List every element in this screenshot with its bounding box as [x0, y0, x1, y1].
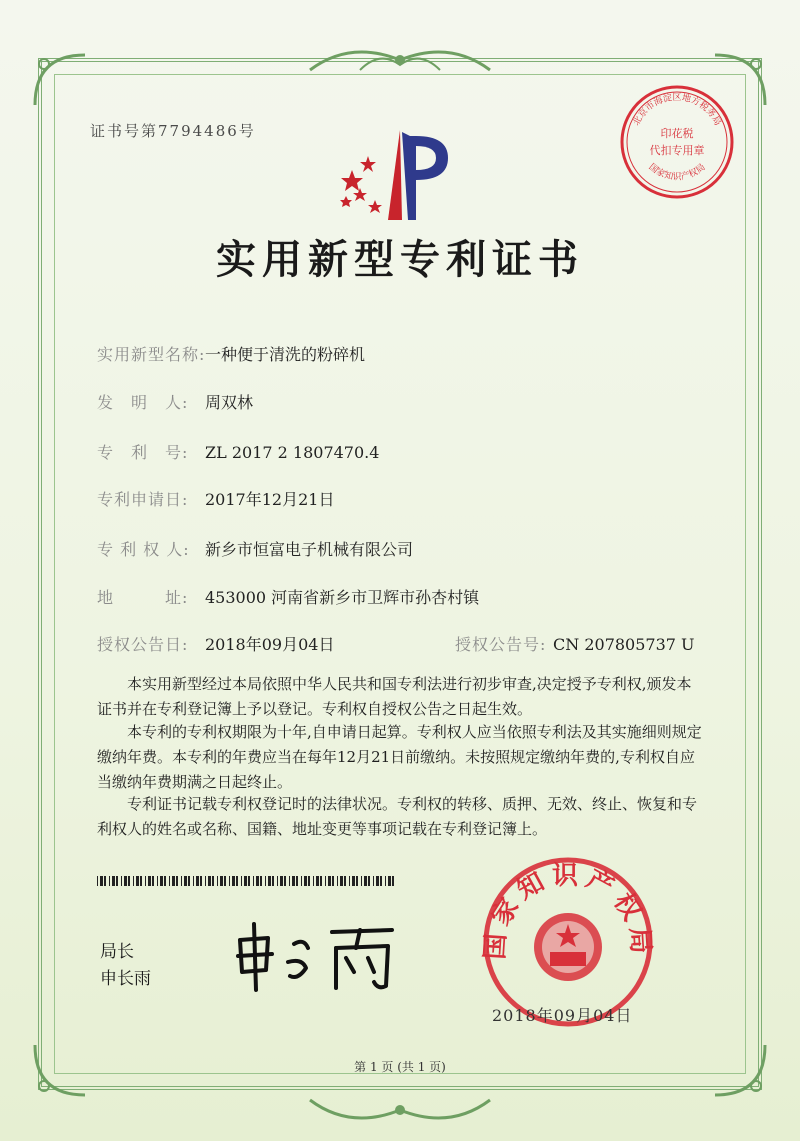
- barcode-bar: [373, 876, 374, 886]
- svg-text:国家知识产权局: 国家知识产权局: [646, 162, 708, 183]
- barcode-bar: [292, 876, 295, 886]
- field-label: 实用新型名称:: [97, 345, 206, 364]
- barcode-bar: [388, 876, 391, 886]
- barcode-bar: [376, 876, 379, 886]
- barcode-bar: [265, 876, 266, 886]
- field-grant-date: [97, 632, 334, 655]
- barcode-bar: [356, 876, 358, 886]
- barcode: [97, 876, 397, 886]
- field-label: 地 址:: [97, 588, 189, 607]
- paragraph-legal-status: 专利证书记载专利权登记时的法律状况。专利权的转移、质押、无效、终止、恢复和专利权人的姓名或名称、国籍、地址变更等事项记载在专利登记簿上。: [97, 795, 698, 838]
- barcode-bar: [248, 876, 250, 886]
- svg-text:印花税: 印花税: [660, 127, 694, 140]
- barcode-bar: [320, 876, 322, 886]
- barcode-bar: [205, 876, 206, 886]
- barcode-bar: [308, 876, 310, 886]
- barcode-bar: [181, 876, 182, 886]
- barcode-bar: [116, 876, 118, 886]
- director-title: 局长: [100, 942, 134, 962]
- barcode-bar: [104, 876, 106, 886]
- field-value: 新乡市恒富电子机械有限公司: [205, 540, 414, 559]
- barcode-bar: [224, 876, 226, 886]
- field-value: ZL 2017 2 1807470.4: [205, 443, 380, 462]
- barcode-bar: [277, 876, 278, 886]
- field-inventor: [97, 390, 253, 413]
- barcode-bar: [349, 876, 350, 886]
- tax-stamp: [617, 82, 737, 202]
- svg-text:国家知识产权局: 国家知识产权局: [480, 861, 656, 961]
- barcode-bar: [157, 876, 158, 886]
- svg-text:代扣专用章: 代扣专用章: [649, 144, 705, 157]
- field-label: 授权公告日:: [97, 635, 189, 654]
- top-ornament: [300, 40, 500, 80]
- barcode-bar: [217, 876, 218, 886]
- barcode-bar: [184, 876, 187, 886]
- cnipa-logo: [330, 128, 470, 228]
- barcode-bar: [385, 876, 386, 886]
- barcode-bar: [229, 876, 230, 886]
- barcode-bar: [272, 876, 274, 886]
- field-value: CN 207805737 U: [553, 635, 695, 654]
- barcode-bar: [313, 876, 314, 886]
- barcode-bar: [124, 876, 127, 886]
- barcode-bar: [200, 876, 202, 886]
- barcode-bar: [100, 876, 103, 886]
- svg-text:北京市海淀区地方税务局: 北京市海淀区地方税务局: [631, 93, 723, 128]
- corner-ornament-tl: [30, 50, 90, 110]
- field-value: 2018年09月04日: [205, 635, 335, 654]
- field-label: 发 明 人:: [97, 393, 189, 412]
- barcode-bar: [256, 876, 259, 886]
- barcode-bar: [352, 876, 355, 886]
- barcode-bar: [328, 876, 331, 886]
- barcode-bar: [145, 876, 146, 886]
- barcode-bar: [253, 876, 254, 886]
- barcode-bar: [188, 876, 190, 886]
- field-label: 专 利 权 人:: [97, 540, 190, 559]
- field-address: [97, 585, 479, 608]
- barcode-bar: [316, 876, 319, 886]
- barcode-bar: [176, 876, 178, 886]
- barcode-bar: [160, 876, 163, 886]
- barcode-bar: [340, 876, 343, 886]
- barcode-bar: [148, 876, 151, 886]
- barcode-bar: [128, 876, 130, 886]
- barcode-bar: [169, 876, 170, 886]
- field-value: 周双林: [205, 393, 254, 412]
- barcode-bar: [212, 876, 214, 886]
- barcode-bar: [304, 876, 307, 886]
- field-label: 专利申请日:: [97, 490, 189, 509]
- barcode-bar: [241, 876, 242, 886]
- barcode-bar: [193, 876, 194, 886]
- paragraph-grant: 本实用新型经过本局依照中华人民共和国专利法进行初步审查,决定授予专利权,颁发本证书并在专利登记簿上予以登记。专利权自授权公告之日起生效。: [97, 675, 692, 718]
- certificate-number: 证书号第7794486号: [90, 122, 256, 140]
- barcode-bar: [280, 876, 283, 886]
- barcode-bar: [220, 876, 223, 886]
- barcode-bar: [332, 876, 334, 886]
- field-value: 453000 河南省新乡市卫辉市孙杏村镇: [205, 588, 480, 607]
- director-name: 申长雨: [100, 969, 151, 989]
- field-patentee: [97, 537, 413, 560]
- barcode-bar: [364, 876, 367, 886]
- seal-date: 2018年09月04日: [492, 1006, 633, 1025]
- barcode-bar: [112, 876, 115, 886]
- barcode-bar: [133, 876, 134, 886]
- field-label: 授权公告号:: [455, 635, 547, 654]
- barcode-bar: [109, 876, 110, 886]
- field-label: 专 利 号:: [97, 443, 189, 462]
- field-utility-name: [97, 342, 365, 365]
- field-grant-number: [455, 632, 695, 655]
- paragraph-term: 本专利的专利权期限为十年,自申请日起算。专利权人应当依照专利法及其实施细则规定缴纳年费。本专利的年费应当在每年12月21日前缴纳。未按照规定缴纳年费的,专利权自应当缴纳年费期满之日起终止。: [97, 723, 702, 791]
- barcode-bar: [337, 876, 338, 886]
- field-application-date: [97, 487, 334, 510]
- barcode-bar: [208, 876, 211, 886]
- barcode-bar: [152, 876, 154, 886]
- field-value: 2017年12月21日: [205, 490, 335, 509]
- barcode-bar: [368, 876, 370, 886]
- certificate-title: 实用新型专利证书: [216, 236, 584, 283]
- barcode-bar: [268, 876, 271, 886]
- barcode-bar: [196, 876, 199, 886]
- barcode-bar: [392, 876, 394, 886]
- barcode-bar: [136, 876, 139, 886]
- barcode-bar: [380, 876, 382, 886]
- field-patent-number: [97, 440, 379, 463]
- director-signature: [228, 918, 408, 993]
- barcode-bar: [361, 876, 362, 886]
- barcode-bar: [232, 876, 235, 886]
- barcode-bar: [301, 876, 302, 886]
- barcode-bar: [140, 876, 142, 886]
- barcode-bar: [97, 876, 98, 886]
- bottom-ornament: [300, 1090, 500, 1130]
- barcode-bar: [344, 876, 346, 886]
- barcode-bar: [244, 876, 247, 886]
- barcode-bar: [121, 876, 122, 886]
- barcode-bar: [289, 876, 290, 886]
- barcode-bar: [325, 876, 326, 886]
- barcode-bar: [164, 876, 166, 886]
- barcode-bar: [296, 876, 298, 886]
- barcode-bar: [260, 876, 262, 886]
- barcode-bar: [284, 876, 286, 886]
- field-value: 一种便于清洗的粉碎机: [205, 345, 366, 364]
- barcode-bar: [172, 876, 175, 886]
- page-footer: 第 1 页 (共 1 页): [354, 1060, 446, 1074]
- barcode-bar: [236, 876, 238, 886]
